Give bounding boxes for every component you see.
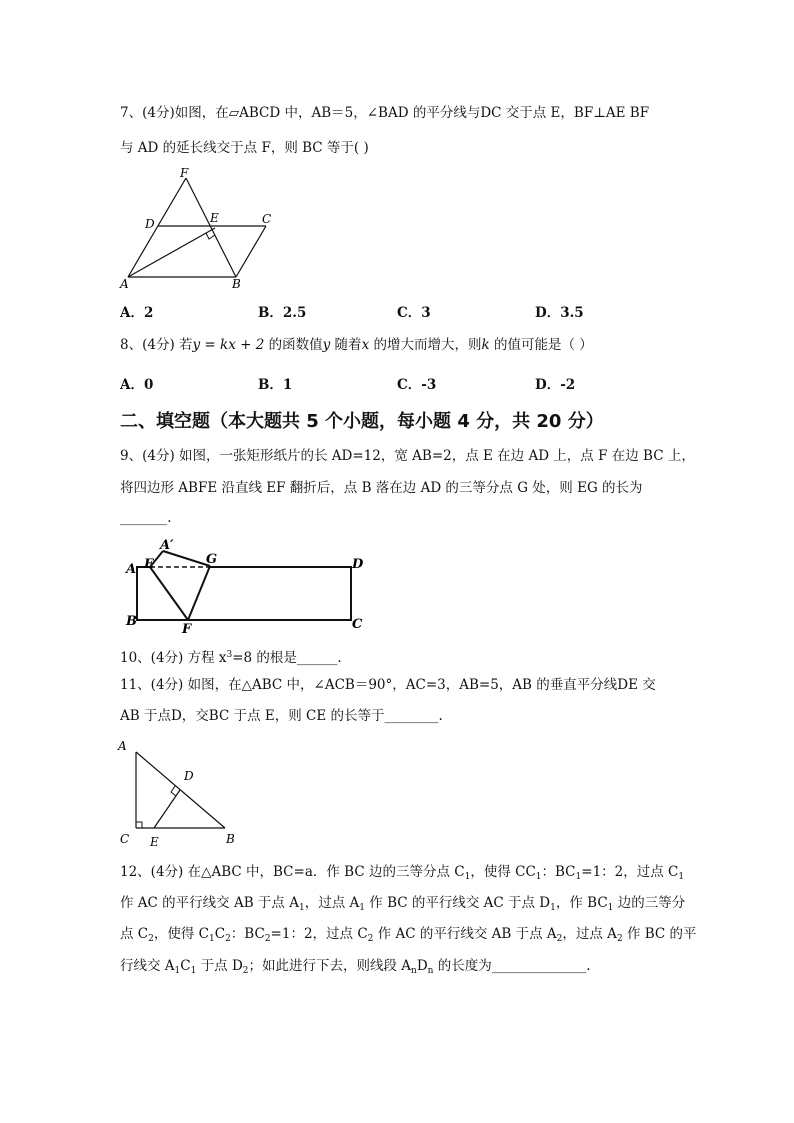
q12-l2s3: 1: [550, 903, 556, 913]
fig11-segment-ab: [136, 752, 225, 828]
fig7-segment-bc: [236, 226, 266, 277]
q10-exponent: 3: [226, 650, 233, 660]
q8-option-a[interactable]: A．0: [120, 377, 154, 393]
q12-l4e: D: [416, 958, 428, 974]
fig7-label-e: E: [210, 211, 219, 225]
q12-l3c: C: [214, 926, 226, 942]
fig9-segment-gf: [188, 566, 210, 620]
q12-l1b: ，使得 CC: [470, 864, 536, 880]
q12-line3: [120, 925, 697, 948]
fig9-label-f: F: [182, 622, 192, 637]
fig11-label-d: D: [184, 769, 194, 783]
q12-l3s6: 2: [556, 934, 563, 944]
q10-suffix: =8 的根是______.: [232, 650, 342, 666]
fig11-label-c: C: [120, 832, 130, 846]
fig9-label-c: C: [352, 617, 363, 632]
q7-parallelogram-figure: [118, 166, 288, 291]
q7-option-a[interactable]: A．2: [120, 305, 154, 321]
fig7-segment-fb: [186, 178, 236, 277]
q12-l4d: ；如此进行下去，则线段 A: [248, 958, 412, 974]
fig9-segment-a-prime-g: [163, 551, 210, 566]
q8-mid1: 的函数值: [264, 337, 323, 353]
fig7-label-c: C: [262, 212, 272, 226]
fig9-label-d: D: [352, 557, 364, 572]
q12-l3s1: 2: [148, 934, 154, 944]
fig7-segment-af: [128, 178, 186, 277]
q8-option-b[interactable]: B．1: [258, 377, 293, 393]
q8-mid2: 随着: [330, 337, 362, 353]
q12-l4s5: n: [427, 966, 434, 976]
q12-l3d: ：BC: [230, 926, 265, 942]
q12-l2e: 边的三等分: [613, 895, 686, 911]
q7-option-d[interactable]: D．3.5: [535, 305, 584, 321]
q12-l2s4: 1: [607, 903, 614, 913]
q12-l1c: ：BC: [541, 864, 576, 880]
q9-line1: 9、(4分) 如图，一张矩形纸片的长 AD=12，宽 AB=2，点 E 在边 AD 上，点 F 在边 BC 上，: [120, 448, 695, 464]
q8-var-x: x: [361, 337, 370, 353]
fig9-label-b: B: [126, 614, 137, 629]
q12-line2: [120, 894, 685, 917]
q12-l1s3: 1: [575, 872, 582, 882]
q8-mid3: 的增大而增大，则: [369, 337, 482, 353]
q8-option-d[interactable]: D．-2: [535, 377, 576, 393]
q11-line1: 11、(4分) 如图，在△ABC 中，∠ACB＝90°，AC=3，AB=5，AB 的垂直平分线DE 交: [120, 677, 656, 693]
q12-line4: [120, 957, 591, 980]
q12-l1s4: 1: [678, 872, 685, 882]
q12-l3f: 作 AC 的平行线交 AB 于点 A: [373, 926, 557, 942]
q12-l3h: 作 BC 的平: [622, 926, 697, 942]
fig7-segment-ae: [128, 228, 215, 277]
q12-l3s4: 2: [264, 934, 271, 944]
q12-l3e: =1：2，过点 C: [270, 926, 368, 942]
fig7-label-a: A: [120, 277, 129, 291]
q12-l4f: 的长度为______________.: [433, 958, 591, 974]
q12-l3g: ，过点 A: [562, 926, 617, 942]
q10-prefix: 10、(4分) 方程 x: [120, 650, 227, 666]
q9-line3: _______.: [120, 510, 172, 526]
q12-l4a: 行线交 A: [120, 958, 175, 974]
fig11-right-angle-c: [136, 822, 142, 828]
q12-l1a: 12、(4分) 在△ABC 中，BC=a．作 BC 边的三等分点 C: [120, 864, 465, 880]
fig11-right-angle-d: [171, 786, 176, 796]
q12-l2b: ，过点 A: [304, 895, 360, 911]
fig7-label-d: D: [145, 217, 155, 231]
q12-l1s1: 1: [464, 872, 471, 882]
q8-suffix: 的值可能是（ ）: [489, 337, 593, 353]
fig9-segment-ef: [150, 567, 188, 620]
q9-line2: 将四边形 ABFE 沿直线 EF 翻折后，点 B 落在边 AD 的三等分点 G 处，则 EG 的长为: [120, 480, 643, 496]
q12-line1: [120, 863, 684, 886]
q12-l2c: 作 BC 的平行线交 AC 于点 D: [364, 895, 551, 911]
q7-option-c[interactable]: C．3: [397, 305, 431, 321]
q11-line2: AB 于点D，交BC 于点 E，则 CE 的长等于________.: [120, 708, 443, 724]
q12-l3a: 点 C: [120, 926, 149, 942]
section-2-title: 二、填空题（本大题共 5 个小题，每小题 4 分，共 20 分）: [120, 411, 604, 432]
q12-l2s1: 1: [298, 903, 305, 913]
q12-l3s3: 2: [225, 934, 231, 944]
q12-l1d: =1：2，过点 C: [581, 864, 679, 880]
fig11-label-b: B: [226, 832, 235, 846]
q10-line: [120, 646, 342, 667]
q8-prefix: 8、(4分) 若: [120, 337, 193, 353]
fig7-label-f: F: [180, 166, 189, 180]
fig7-label-b: B: [232, 277, 241, 291]
q8-var-k: k: [481, 337, 490, 353]
q8-line: [120, 336, 593, 354]
q12-l3b: ，使得 C: [153, 926, 209, 942]
q11-triangle-figure: [118, 736, 248, 851]
q7-line2: 与 AD 的延长线交于点 F，则 BC 等于( ): [120, 140, 369, 156]
fig9-label-e: E: [144, 557, 154, 572]
q8-formula: y = kx + 2: [192, 337, 265, 353]
q9-rectangle-figure: [120, 536, 370, 636]
q12-l4c: 于点 D: [196, 958, 243, 974]
q12-l4s1: 1: [174, 966, 181, 976]
fig9-label-g: G: [206, 552, 218, 567]
q12-l2a: 作 AC 的平行线交 AB 于点 A: [120, 895, 299, 911]
q12-l2s2: 1: [359, 903, 365, 913]
fig11-label-a: A: [118, 739, 127, 753]
q12-l2d: ，作 BC: [555, 895, 608, 911]
q12-l4s4: n: [411, 966, 417, 976]
q12-l4s3: 2: [242, 966, 249, 976]
q12-l3s5: 2: [367, 934, 374, 944]
fig9-label-a-prime: A′: [160, 538, 174, 553]
q12-l3s2: 1: [208, 934, 215, 944]
q12-l1s2: 1: [535, 872, 542, 882]
q7-line1: 7、(4分)如图，在▱ABCD 中，AB＝5，∠BAD 的平分线与DC 交于点 E，BF⊥AE BF: [120, 105, 650, 121]
q7-option-b[interactable]: B．2.5: [258, 305, 307, 321]
q8-var-y: y: [322, 337, 331, 353]
fig11-label-e: E: [150, 835, 159, 849]
q12-l4s2: 1: [190, 966, 197, 976]
q12-l3s7: 2: [616, 934, 623, 944]
fig9-label-a: A: [126, 562, 137, 577]
q12-l4b: C: [180, 958, 191, 974]
q8-option-c[interactable]: C．-3: [397, 377, 437, 393]
